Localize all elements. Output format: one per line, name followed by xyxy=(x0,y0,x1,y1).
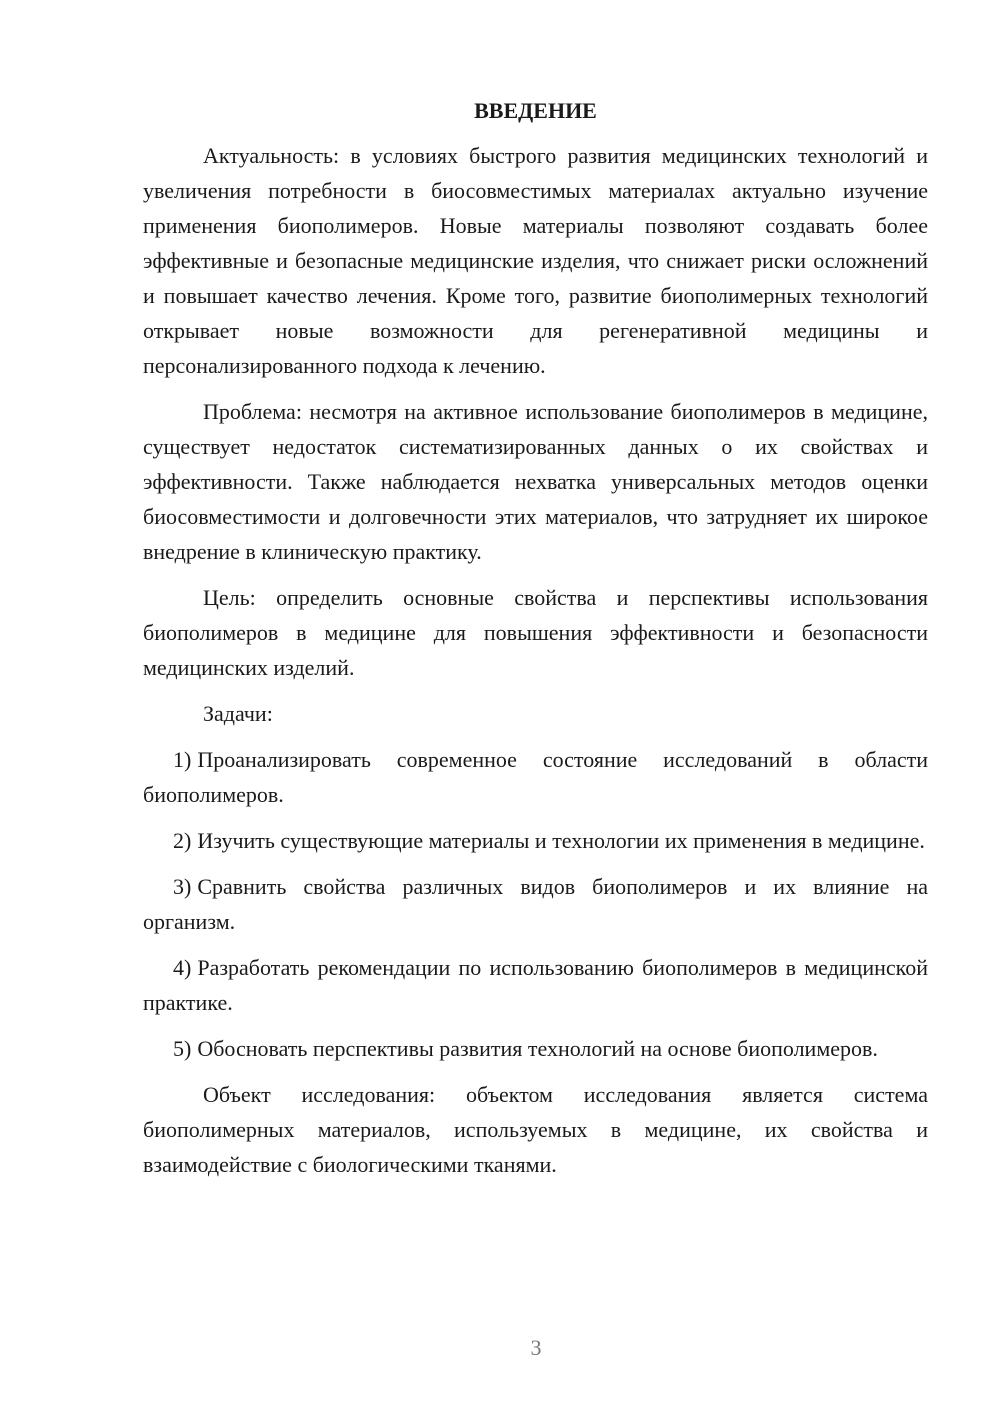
task-item xyxy=(143,869,928,939)
task-number: 5) xyxy=(173,1036,192,1061)
object-paragraph: Объект исследования: объектом исследования является система биополимерных материалов, используемых в медицине, их свойства и взаимодействие с биологическими тканями. xyxy=(143,1082,928,1177)
problem-paragraph: Проблема: несмотря на активное использование биополимеров в медицине, существует недостаток систематизированных данных о их свойствах и эффективности. Также наблюдается нехватка универсальных методов оценки биосовместимости и долговечности этих материалов, что затрудняет их широкое внедрение в клиническую практику. xyxy=(143,399,928,564)
task-number: 3) xyxy=(173,874,192,899)
document-page xyxy=(143,96,928,1193)
task-text: Сравнить свойства различных видов биополимеров и их влияние на организм. xyxy=(143,874,928,934)
section-title: ВВЕДЕНИЕ xyxy=(474,98,597,123)
task-text: Изучить существующие материалы и технологии их применения в медицине. xyxy=(197,828,925,853)
tasks-heading: Задачи: xyxy=(203,701,273,726)
task-text: Обосновать перспективы развития технологий на основе биополимеров. xyxy=(197,1036,878,1061)
page-number: 3 xyxy=(530,1335,542,1360)
task-number: 1) xyxy=(173,747,192,772)
task-number: 2) xyxy=(173,828,192,853)
relevance-paragraph: Актуальность: в условиях быстрого развития медицинских технологий и увеличения потребности в биосовместимых материалах актуально изучение применения биополимеров. Новые материалы позволяют создавать более эффективные и безопасные медицинские изделия, что снижает риски осложнений и повышает качество лечения. Кроме того, развитие биополимерных технологий открывает новые возможности для регенеративной медицины и персонализированного подхода к лечению. xyxy=(143,143,928,378)
goal-paragraph: Цель: определить основные свойства и перспективы использования биополимеров в медицине для повышения эффективности и безопасности медицинских изделий. xyxy=(143,585,928,680)
task-item xyxy=(143,950,928,1020)
task-text: Разработать рекомендации по использованию биополимеров в медицинской практике. xyxy=(143,955,928,1015)
task-number: 4) xyxy=(173,955,192,980)
task-text: Проанализировать современное состояние исследований в области биополимеров. xyxy=(143,747,928,807)
task-item xyxy=(143,1031,928,1066)
task-item xyxy=(143,823,928,858)
task-item xyxy=(143,742,928,812)
